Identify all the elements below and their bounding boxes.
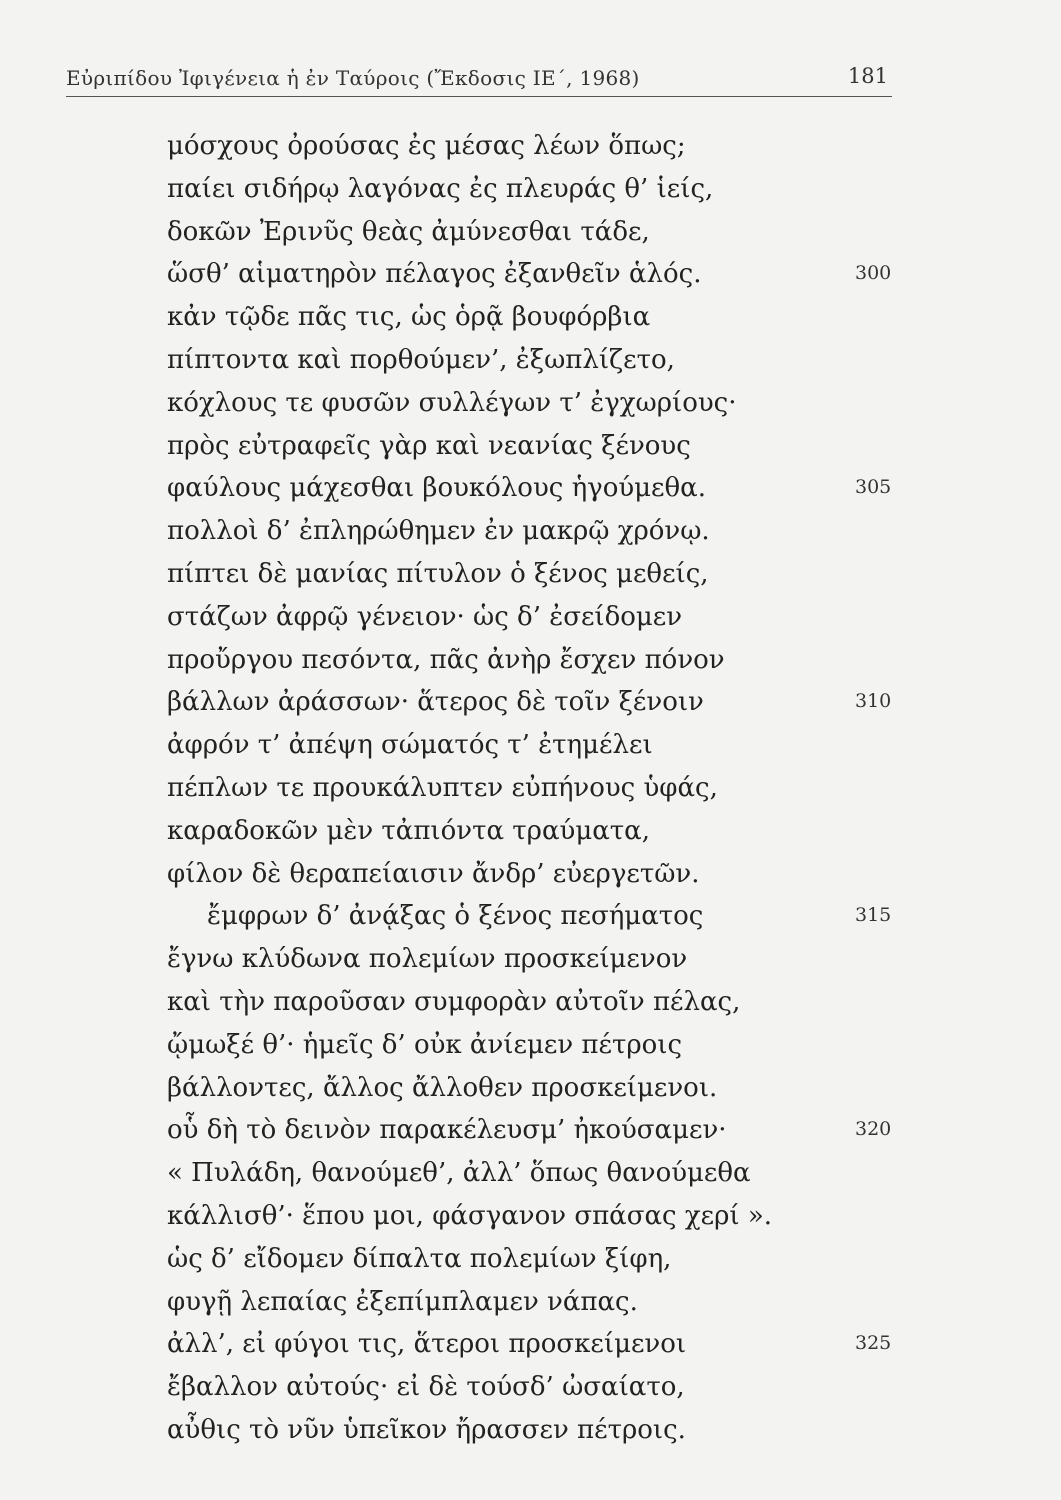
line-number: 315 <box>855 904 892 927</box>
verse-text: στάζων ἀφρῷ γένειον· ὡς δ’ ἐσείδομεν <box>167 601 683 632</box>
verse-line <box>0 339 1061 382</box>
verse-text: βάλλοντες, ἄλλος ἄλλοθεν προσκείμενοι. <box>167 1072 718 1103</box>
verse-block <box>0 125 1061 1452</box>
line-number: 320 <box>855 1118 892 1141</box>
verse-line <box>0 981 1061 1024</box>
running-header <box>66 62 892 97</box>
verse-line <box>0 1109 1061 1152</box>
verse-text: βάλλων ἀράσσων· ἅτερος δὲ τοῖν ξένοιν <box>167 687 704 718</box>
verse-text: μόσχους ὀρούσας ἐς μέσας λέων ὅπως; <box>167 131 686 161</box>
line-number: 305 <box>855 476 892 499</box>
verse-line <box>0 853 1061 896</box>
verse-line <box>0 425 1061 468</box>
verse-text: ἔβαλλον αὐτούς· εἰ δὲ τούσδ’ ὠσαίατο, <box>167 1372 685 1403</box>
verse-line <box>0 211 1061 254</box>
verse-text: ὡς δ’ εἴδομεν δίπαλτα πολεμίων ξίφη, <box>167 1243 672 1274</box>
verse-text: ᾤμωξέ θ’· ἡμεῖς δ’ οὐκ ἀνίεμεν πέτροις <box>167 1029 683 1060</box>
verse-text: φαύλους μάχεσθαι βουκόλους ἡγούμεθα. <box>167 473 707 504</box>
verse-text: καὶ τὴν παροῦσαν συμφορὰν αὐτοῖν πέλας, <box>167 986 741 1017</box>
verse-text: κόχλους τε φυσῶν συλλέγων τ’ ἐγχωρίους· <box>167 387 737 418</box>
verse-text: πέπλων τε προυκάλυπτεν εὐπήνους ὑφάς, <box>167 772 718 803</box>
verse-line <box>0 895 1061 938</box>
verse-text: φίλον δὲ θεραπείαισιν ἄνδρ’ εὐεργετῶν. <box>167 858 700 889</box>
verse-text: ἔγνω κλύδωνα πολεμίων προσκείμενον <box>167 944 688 975</box>
verse-line <box>0 1281 1061 1324</box>
verse-line <box>0 1152 1061 1195</box>
verse-text: αὖθις τὸ νῦν ὑπεῖκον ἤρασσεν πέτροις. <box>167 1414 686 1445</box>
verse-text: παίει σιδήρῳ λαγόνας ἐς πλευράς θ’ ἱείς, <box>167 173 714 204</box>
verse-text: πίπτοντα καὶ πορθούμεν’, ἐξωπλίζετο, <box>167 344 675 375</box>
verse-line <box>0 596 1061 639</box>
header-title: Εὐριπίδου Ἰφιγένεια ἡ ἐν Ταύροις (Ἔκδοσις ΙΕ΄, 1968) <box>66 66 640 90</box>
verse-text: κάλλισθ’· ἕπου μοι, φάσγανον σπάσας χερί ». <box>167 1200 772 1231</box>
verse-line <box>0 1067 1061 1110</box>
verse-line <box>0 724 1061 767</box>
verse-text: ἀφρόν τ’ ἀπέψη σώματός τ’ ἐτημέλει <box>167 730 653 761</box>
verse-line <box>0 296 1061 339</box>
verse-line <box>0 938 1061 981</box>
verse-text: πολλοὶ δ’ ἐπληρώθημεν ἐν μακρῷ χρόνῳ. <box>167 516 710 547</box>
verse-line <box>0 1238 1061 1281</box>
line-number: 300 <box>855 262 892 285</box>
verse-line <box>0 253 1061 296</box>
verse-text: « Πυλάδη, θανούμεθ’, ἀλλ’ ὅπως θανούμεθα <box>167 1158 751 1189</box>
verse-line <box>0 1195 1061 1238</box>
verse-line <box>0 1024 1061 1067</box>
verse-line <box>0 767 1061 810</box>
verse-line <box>0 1366 1061 1409</box>
verse-line <box>0 639 1061 682</box>
verse-text: ἔμφρων δ’ ἀνᾴξας ὁ ξένος πεσήματος <box>207 901 704 932</box>
verse-text: οὗ δὴ τὸ δεινὸν παρακέλευσμ’ ἠκούσαμεν· <box>167 1115 727 1146</box>
verse-line <box>0 125 1061 168</box>
line-number: 310 <box>855 690 892 713</box>
verse-line <box>0 810 1061 853</box>
verse-line <box>0 467 1061 510</box>
page-number: 181 <box>847 64 888 88</box>
verse-text: πίπτει δὲ μανίας πίτυλον ὁ ξένος μεθείς, <box>167 558 709 589</box>
verse-text: προὔργου πεσόντα, πᾶς ἀνὴρ ἔσχεν πόνον <box>167 644 725 675</box>
verse-text: καραδοκῶν μὲν τἀπιόντα τραύματα, <box>167 815 650 846</box>
verse-text: ὥσθ’ αἱματηρὸν πέλαγος ἐξανθεῖν ἁλός. <box>167 259 702 290</box>
verse-text: πρὸς εὐτραφεῖς γὰρ καὶ νεανίας ξένους <box>167 430 691 461</box>
verse-line <box>0 1409 1061 1452</box>
verse-line <box>0 553 1061 596</box>
verse-line <box>0 510 1061 553</box>
verse-line <box>0 168 1061 211</box>
verse-line <box>0 382 1061 425</box>
verse-line <box>0 1323 1061 1366</box>
verse-text: φυγῇ λεπαίας ἐξεπίμπλαμεν νάπας. <box>167 1286 638 1317</box>
verse-text: κἀν τῷδε πᾶς τις, ὡς ὁρᾷ βουφόρβια <box>167 302 651 333</box>
verse-text: δοκῶν Ἐρινῦς θεὰς ἀμύνεσθαι τάδε, <box>167 216 650 247</box>
verse-text: ἀλλ’, εἰ φύγοι τις, ἅτεροι προσκείμενοι <box>167 1329 687 1360</box>
verse-line <box>0 681 1061 724</box>
line-number: 325 <box>855 1332 892 1355</box>
